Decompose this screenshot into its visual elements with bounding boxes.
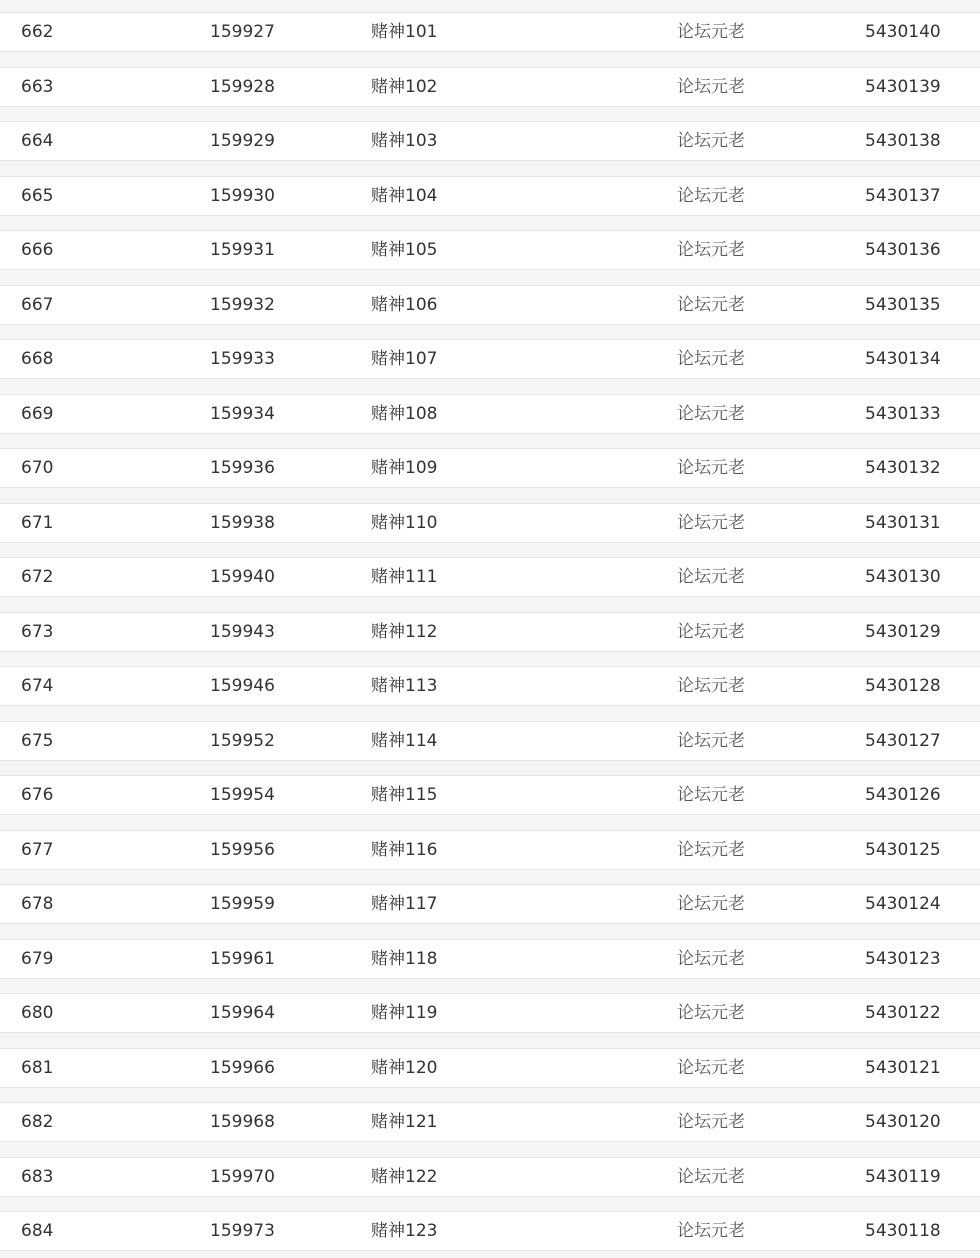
- username-cell: 赌神101: [371, 22, 438, 42]
- score-cell: 5430125: [865, 840, 941, 860]
- score-cell: 5430123: [865, 949, 941, 969]
- user-id-cell: 159929: [210, 131, 275, 151]
- user-title-cell: 论坛元老: [677, 840, 745, 860]
- rank-cell: 664: [21, 131, 54, 151]
- user-title-cell: 论坛元老: [677, 676, 745, 696]
- rank-cell: 663: [21, 77, 54, 97]
- rank-cell: 678: [21, 894, 54, 914]
- score-cell: 5430129: [865, 622, 941, 642]
- score-cell: 5430118: [865, 1221, 941, 1241]
- rank-cell: 670: [21, 458, 54, 478]
- username-cell: 赌神112: [371, 622, 438, 642]
- user-title-cell: 论坛元老: [677, 186, 745, 206]
- score-cell: 5430126: [865, 785, 941, 805]
- rank-cell: 671: [21, 513, 54, 533]
- user-title-cell: 论坛元老: [677, 513, 745, 533]
- user-id-cell: 159931: [210, 240, 275, 260]
- username-cell: 赌神110: [371, 513, 438, 533]
- user-id-cell: 159934: [210, 404, 275, 424]
- table-row: [0, 12, 980, 52]
- table-row: [0, 339, 980, 379]
- user-id-cell: 159927: [210, 22, 275, 42]
- user-id-cell: 159959: [210, 894, 275, 914]
- table-row: [0, 612, 980, 652]
- user-id-cell: 159933: [210, 349, 275, 369]
- user-id-cell: 159930: [210, 186, 275, 206]
- score-cell: 5430136: [865, 240, 941, 260]
- user-id-cell: 159943: [210, 622, 275, 642]
- score-cell: 5430127: [865, 731, 941, 751]
- table-row: [0, 176, 980, 216]
- rank-cell: 667: [21, 295, 54, 315]
- username-cell: 赌神102: [371, 77, 438, 97]
- rank-cell: 683: [21, 1167, 54, 1187]
- user-title-cell: 论坛元老: [677, 458, 745, 478]
- username-cell: 赌神111: [371, 567, 438, 587]
- username-cell: 赌神120: [371, 1058, 438, 1078]
- username-cell: 赌神123: [371, 1221, 438, 1241]
- username-cell: 赌神109: [371, 458, 438, 478]
- score-cell: 5430138: [865, 131, 941, 151]
- table-row: [0, 285, 980, 325]
- user-title-cell: 论坛元老: [677, 894, 745, 914]
- user-title-cell: 论坛元老: [677, 1221, 745, 1241]
- username-cell: 赌神114: [371, 731, 438, 751]
- score-cell: 5430124: [865, 894, 941, 914]
- rank-cell: 668: [21, 349, 54, 369]
- user-id-cell: 159954: [210, 785, 275, 805]
- table-row: [0, 503, 980, 543]
- rank-cell: 665: [21, 186, 54, 206]
- table-row: [0, 993, 980, 1033]
- user-id-cell: 159952: [210, 731, 275, 751]
- score-cell: 5430135: [865, 295, 941, 315]
- table-row: [0, 884, 980, 924]
- table-row: [0, 557, 980, 597]
- user-id-cell: 159968: [210, 1112, 275, 1132]
- username-cell: 赌神105: [371, 240, 438, 260]
- score-cell: 5430133: [865, 404, 941, 424]
- username-cell: 赌神121: [371, 1112, 438, 1132]
- table-row: [0, 1157, 980, 1197]
- rank-cell: 680: [21, 1003, 54, 1023]
- user-id-cell: 159940: [210, 567, 275, 587]
- rank-cell: 674: [21, 676, 54, 696]
- user-title-cell: 论坛元老: [677, 567, 745, 587]
- score-cell: 5430134: [865, 349, 941, 369]
- rank-cell: 681: [21, 1058, 54, 1078]
- table-row: [0, 830, 980, 870]
- user-id-cell: 159964: [210, 1003, 275, 1023]
- score-cell: 5430119: [865, 1167, 941, 1187]
- user-title-cell: 论坛元老: [677, 1112, 745, 1132]
- user-title-cell: 论坛元老: [677, 949, 745, 969]
- table-row: [0, 1048, 980, 1088]
- score-cell: 5430139: [865, 77, 941, 97]
- score-cell: 5430132: [865, 458, 941, 478]
- username-cell: 赌神118: [371, 949, 438, 969]
- user-title-cell: 论坛元老: [677, 22, 745, 42]
- user-id-cell: 159956: [210, 840, 275, 860]
- rank-cell: 669: [21, 404, 54, 424]
- user-id-cell: 159970: [210, 1167, 275, 1187]
- rank-cell: 672: [21, 567, 54, 587]
- rank-cell: 682: [21, 1112, 54, 1132]
- username-cell: 赌神119: [371, 1003, 438, 1023]
- table-row: [0, 939, 980, 979]
- user-id-cell: 159946: [210, 676, 275, 696]
- username-cell: 赌神103: [371, 131, 438, 151]
- rank-cell: 677: [21, 840, 54, 860]
- user-title-cell: 论坛元老: [677, 785, 745, 805]
- score-cell: 5430120: [865, 1112, 941, 1132]
- user-title-cell: 论坛元老: [677, 404, 745, 424]
- username-cell: 赌神108: [371, 404, 438, 424]
- rank-cell: 679: [21, 949, 54, 969]
- username-cell: 赌神115: [371, 785, 438, 805]
- user-title-cell: 论坛元老: [677, 1058, 745, 1078]
- table-row: [0, 721, 980, 761]
- username-cell: 赌神104: [371, 186, 438, 206]
- username-cell: 赌神106: [371, 295, 438, 315]
- table-row: [0, 230, 980, 270]
- username-cell: 赌神117: [371, 894, 438, 914]
- rank-cell: 675: [21, 731, 54, 751]
- user-title-cell: 论坛元老: [677, 622, 745, 642]
- table-row: [0, 1211, 980, 1251]
- user-title-cell: 论坛元老: [677, 349, 745, 369]
- user-title-cell: 论坛元老: [677, 731, 745, 751]
- table-row: [0, 448, 980, 488]
- username-cell: 赌神122: [371, 1167, 438, 1187]
- rank-cell: 684: [21, 1221, 54, 1241]
- table-row: [0, 67, 980, 107]
- user-title-cell: 论坛元老: [677, 295, 745, 315]
- score-cell: 5430137: [865, 186, 941, 206]
- rank-cell: 662: [21, 22, 54, 42]
- table-row: [0, 121, 980, 161]
- user-id-cell: 159928: [210, 77, 275, 97]
- user-id-cell: 159932: [210, 295, 275, 315]
- score-cell: 5430122: [865, 1003, 941, 1023]
- user-title-cell: 论坛元老: [677, 1167, 745, 1187]
- username-cell: 赌神113: [371, 676, 438, 696]
- user-title-cell: 论坛元老: [677, 240, 745, 260]
- rank-cell: 673: [21, 622, 54, 642]
- score-cell: 5430121: [865, 1058, 941, 1078]
- rank-cell: 666: [21, 240, 54, 260]
- score-cell: 5430130: [865, 567, 941, 587]
- user-id-cell: 159973: [210, 1221, 275, 1241]
- rank-cell: 676: [21, 785, 54, 805]
- score-cell: 5430131: [865, 513, 941, 533]
- score-cell: 5430140: [865, 22, 941, 42]
- user-id-cell: 159961: [210, 949, 275, 969]
- user-title-cell: 论坛元老: [677, 77, 745, 97]
- username-cell: 赌神116: [371, 840, 438, 860]
- table-row: [0, 1102, 980, 1142]
- username-cell: 赌神107: [371, 349, 438, 369]
- table-row: [0, 775, 980, 815]
- user-title-cell: 论坛元老: [677, 131, 745, 151]
- user-id-cell: 159938: [210, 513, 275, 533]
- user-title-cell: 论坛元老: [677, 1003, 745, 1023]
- user-id-cell: 159966: [210, 1058, 275, 1078]
- score-cell: 5430128: [865, 676, 941, 696]
- table-row: [0, 394, 980, 434]
- table-row: [0, 666, 980, 706]
- user-id-cell: 159936: [210, 458, 275, 478]
